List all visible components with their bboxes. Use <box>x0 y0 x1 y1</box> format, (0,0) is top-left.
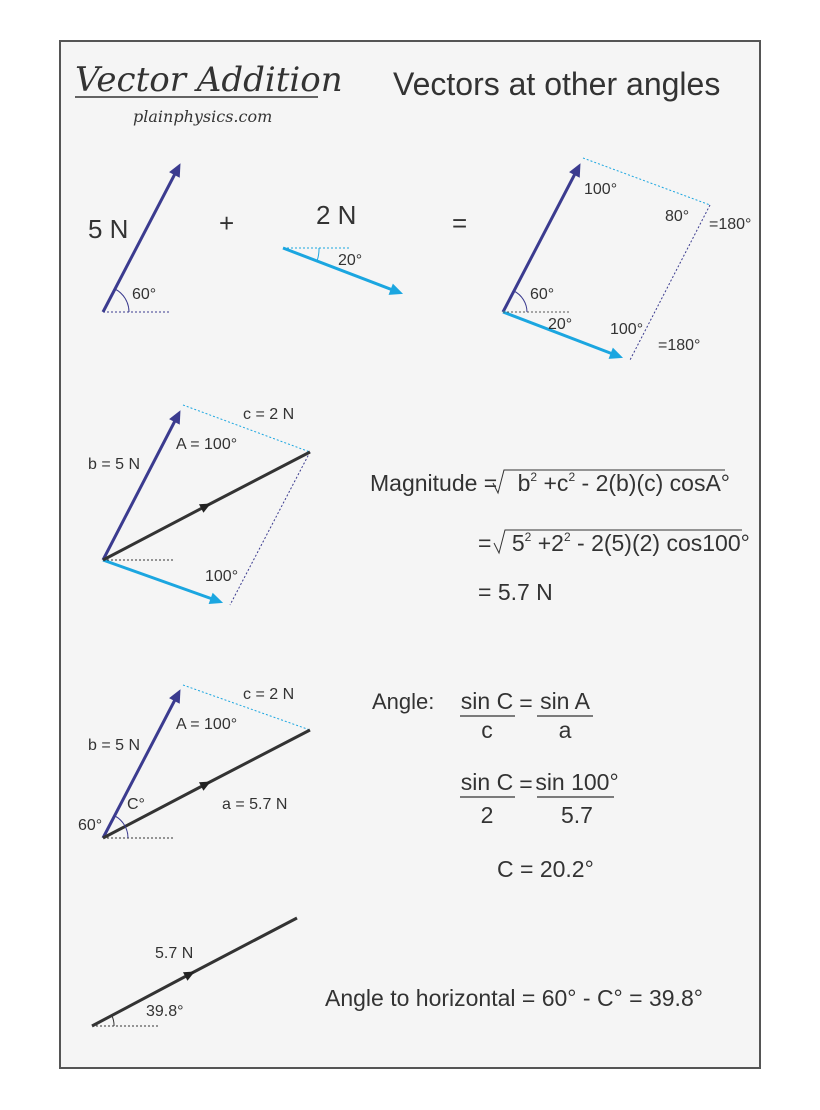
v1-label: 5 N <box>88 214 129 244</box>
v1-angle: 60° <box>132 286 157 303</box>
angle-base-20: 20° <box>548 316 573 333</box>
plus-sign: + <box>219 208 235 238</box>
angle-100: 100° <box>205 568 239 585</box>
angle-right-sum: =180° <box>709 216 752 233</box>
angle-result: C = 20.2° <box>497 856 594 882</box>
a-label: a = 5.7 N <box>222 796 288 813</box>
angle-bottom-sum: =180° <box>658 337 701 354</box>
angle-60: 60° <box>78 817 103 834</box>
A-label: A = 100° <box>176 436 238 453</box>
angle-statement: Angle to horizontal = 60° - C° = 39.8° <box>325 985 703 1011</box>
law1-numerator-right: sin A <box>540 688 590 714</box>
b-label: b = 5 N <box>88 456 141 473</box>
angle-top: 100° <box>584 181 618 198</box>
b-label: b = 5 N <box>88 737 141 754</box>
law2-denominator-left: 2 <box>480 802 494 828</box>
law2-denominator-right: 5.7 <box>561 802 593 828</box>
law1-numerator-left: sin C <box>460 688 514 714</box>
resultant-magnitude: 5.7 N <box>155 945 194 962</box>
equals-sign: = <box>519 690 533 716</box>
magnitude-result: = 5.7 N <box>478 579 553 605</box>
c-label: c = 2 N <box>243 406 295 423</box>
angle-title: Angle: <box>372 689 435 714</box>
angle-bottom: 100° <box>610 321 644 338</box>
equals-sign: = <box>452 208 468 238</box>
law1-denominator-left: c <box>481 717 493 743</box>
law1-denominator-right: a <box>558 717 572 743</box>
v2-angle: 20° <box>338 252 363 269</box>
title: Vector Addition <box>75 60 343 100</box>
magnitude-formula: Magnitude = $b^2 +c^2 - 2(b)(c)$ cosA° <box>370 470 731 496</box>
law2-numerator-right: sin 100° <box>535 769 619 795</box>
subtitle: Vectors at other angles <box>393 66 721 102</box>
c-label: c = 2 N <box>243 686 295 703</box>
v2-label: 2 N <box>316 200 357 230</box>
site-name: plainphysics.com <box>133 107 273 126</box>
angle-base-60: 60° <box>530 286 555 303</box>
angle-right: 80° <box>665 208 690 225</box>
resultant-angle: 39.8° <box>146 1003 184 1020</box>
C-label: C° <box>127 796 145 813</box>
magnitude-substituted: = $5^2 +2^2 - 2(5)(2)$ cos100° <box>478 530 750 556</box>
equals-sign: = <box>519 771 533 797</box>
A-label: A = 100° <box>176 716 238 733</box>
law2-numerator-left: sin C <box>460 769 514 795</box>
